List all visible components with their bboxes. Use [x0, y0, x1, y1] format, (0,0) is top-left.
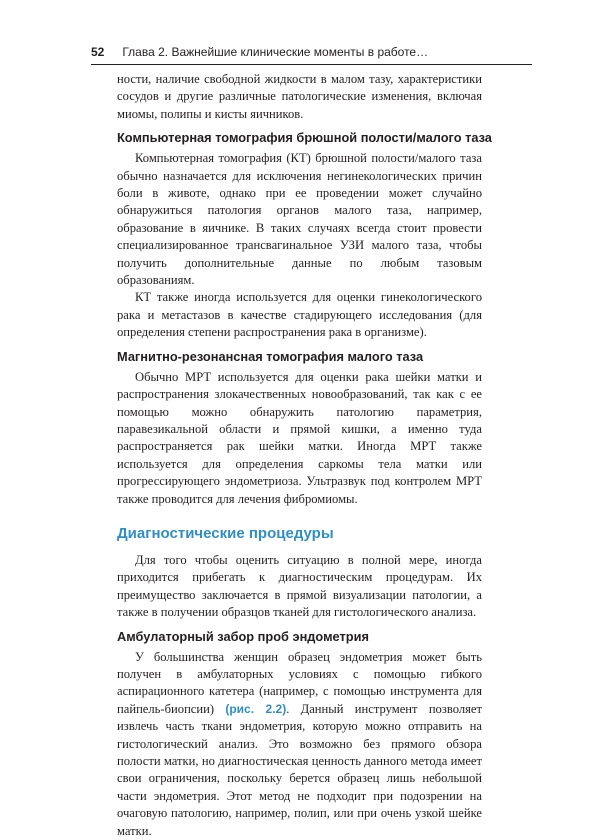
biopsy-text-start: У большинства женщин образец эндометрия может быть получен в амбулаторных условиях с помощью гибкого аспирационного катетера (например, с помощью инструмента для пайпель-биопсии): [117, 649, 482, 716]
procedures-paragraph: Для того чтобы оценить ситуацию в полной мере, иногда приходится прибегать к диагностическим процедурам. Их преимущество заключается в прямой визуализации патологии, а также в получении образцов тканей для гистологического анализа.: [117, 552, 482, 620]
ct-paragraph-1: Компьютерная томография (КТ) брюшной полости/малого таза обычно назначается для исключения негинекологических причин боли в животе, однако при ее проведении может случайно обнаружиться патология органов малого таза, например, образование в яичнике. В таких случаях всегда стоит провести специализированное трансвагинальное УЗИ малого таза, чтобы получить дополнительные данные по любым тазовым образованиям.: [117, 151, 482, 288]
mri-heading: Магнитно-резонансная томография малого таза: [117, 348, 424, 364]
figure-reference-link[interactable]: (рис. 2.2): [225, 701, 287, 716]
ct-heading: Компьютерная томография брюшной полости/малого таза: [117, 130, 492, 146]
header-rule: [91, 64, 532, 65]
biopsy-heading: Амбулаторный забор проб эндометрия: [117, 628, 369, 644]
biopsy-text-end: . Данный инструмент позволяет извлечь часть ткани эндометрия, которую можно отправить на гистологический анализ. Это возможно без прямого обзора полости матки, но диагностическая ценность данного метода имеет свои ограничения, поскольку берется образец лишь небольшой части эндометрия. Этот метод не подходит при подозрении на очаговую патологию, например, полип, или при очень узкой шейке матки.: [117, 701, 482, 838]
section-heading-procedures: Диагностические процедуры: [117, 524, 334, 542]
page-number: 52: [91, 45, 105, 59]
biopsy-paragraph: [117, 649, 482, 840]
continued-paragraph: ности, наличие свободной жидкости в малом тазу, характеристики сосудов и другие различные патологические изменения, включая миомы, полипы и кисты яичников.: [117, 72, 482, 121]
running-title: Глава 2. Важнейшие клинические моменты в работе…: [122, 45, 429, 59]
main-text: [117, 71, 492, 840]
mri-paragraph: Обычно МРТ используется для оценки рака шейки матки и распространения злокачественных новообразований, так как с ее помощью можно обнаружить патологию параметрия, паравезикальной области и прямой кишки, а именно туда распространяется рак шейки матки. Иногда МРТ также используется для определения саркомы тела матки или прогрессирующего эндометриоза. Ультразвук под контролем МРТ также проводится для лечения фибромиомы.: [117, 369, 482, 506]
running-head: [91, 43, 531, 61]
ct-paragraph-2: КТ также иногда используется для оценки гинекологического рака и метастазов в качестве стадирующего исследования (для определения степени распространения рака в организме).: [117, 290, 482, 340]
